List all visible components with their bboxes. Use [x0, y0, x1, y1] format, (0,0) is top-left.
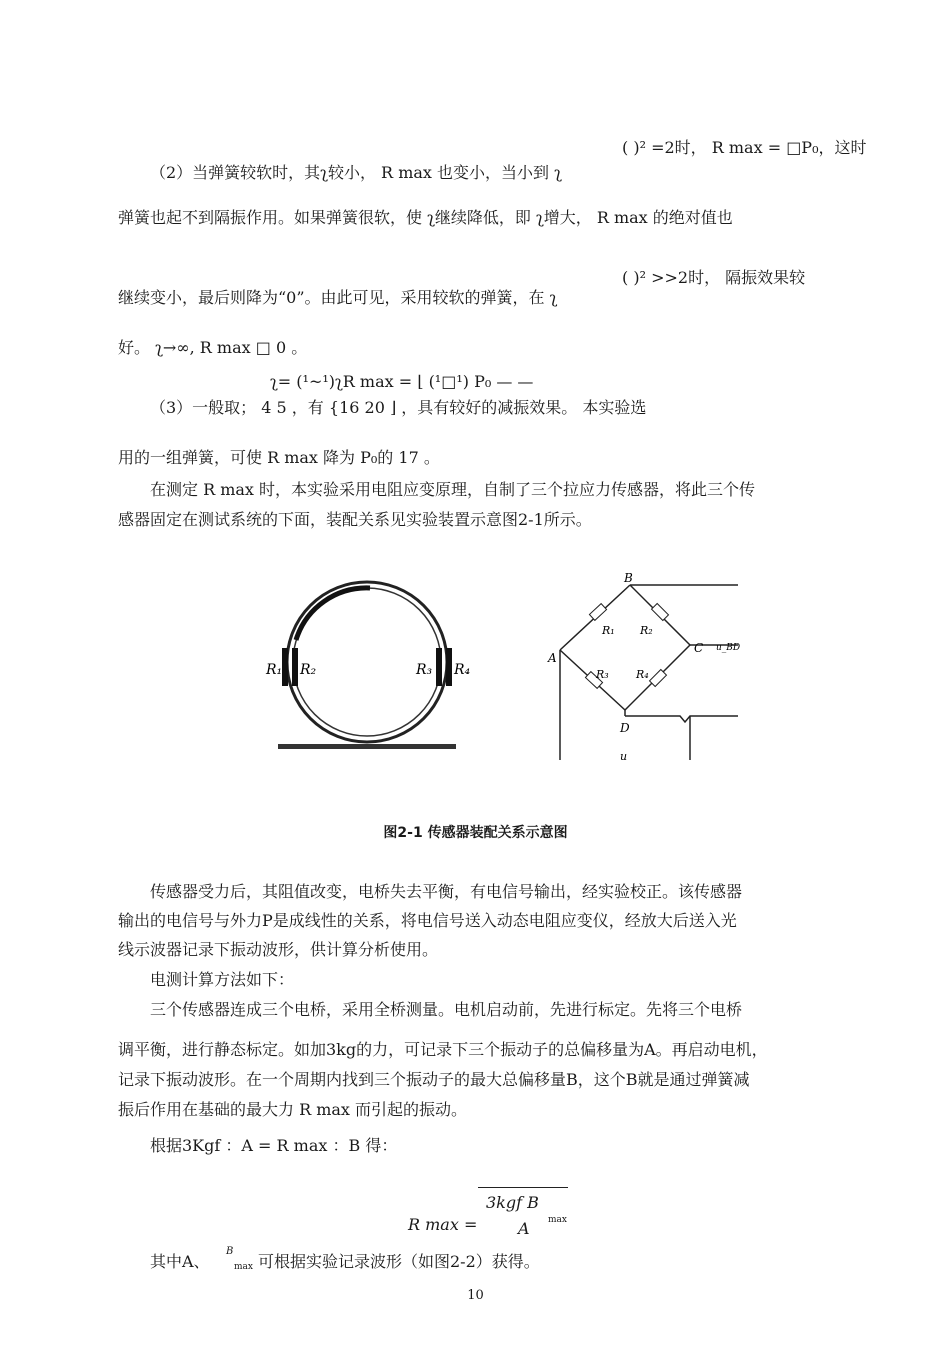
ring-sensor-figure [266, 570, 471, 760]
para2-top-right: ( )² =2时， R max = □P₀，这时 [622, 138, 867, 157]
para3-formula: ʅ= (¹~¹)ʅR max = ⌊ (¹□¹) P₀ — — [270, 372, 534, 391]
para8-sub: max [234, 1262, 253, 1272]
para3-line2: 用的一组弹簧，可使 R max 降为 P₀的 17 。 [118, 448, 440, 467]
bridge-circuit-figure [540, 570, 750, 770]
node-c-label: C [694, 641, 704, 655]
ring-label-r1: R₁ [266, 662, 283, 678]
para8-rest: 可根据实验记录波形（如图2-2）获得。 [258, 1252, 540, 1271]
para8-sup: B [226, 1246, 234, 1257]
page-number: 10 [467, 1288, 484, 1303]
output-voltage-label: u_BD [716, 643, 741, 653]
para2-line4: 好。 ʅ→∞, R max □ 0 。 [118, 338, 308, 357]
bridge-r1-label: R₁ [602, 624, 615, 637]
para7-line1: 根据3Kgf ：A = R max ：B 得： [150, 1136, 398, 1155]
para5-line1: 传感器受力后，其阻值改变，电桥失去平衡，有电信号输出，经实验校正。该传感器 [150, 882, 743, 901]
node-d-label: D [620, 721, 630, 735]
equation-denominator: A [518, 1219, 530, 1238]
para6-line4: 振后作用在基础的最大力 R max 而引起的振动。 [118, 1100, 468, 1119]
fraction-bar [478, 1187, 568, 1188]
equation-lhs: R max = [408, 1215, 478, 1234]
ring-label-r2: R₂ [300, 662, 317, 678]
node-a-label: A [548, 651, 557, 665]
para8-prefix: 其中A、 [150, 1252, 210, 1271]
bridge-r2-label: R₂ [640, 624, 653, 637]
para5-line4: 电测计算方法如下： [150, 970, 295, 989]
para2-line3: 继续变小，最后则降为“0”。由此可见，采用较软的弹簧，在 ʅ [118, 288, 558, 307]
ring-label-r4: R₄ [454, 662, 471, 678]
ring-label-r3: R₃ [416, 662, 433, 678]
node-b-label: B [624, 571, 633, 585]
para3-line1: （3）一般取； 4 5 ，有 {16 20 ⌋ ，具有较好的减振效果。 本实验选 [150, 398, 647, 417]
para5-line3: 线示波器记录下振动波形，供计算分析使用。 [118, 940, 439, 959]
bridge-r3-label: R₃ [596, 668, 609, 681]
para5-line2: 输出的电信号与外力P是成线性的关系，将电信号送入动态电阻应变仪，经放大后送入光 [118, 911, 737, 930]
para4-line1: 在测定 R max 时，本实验采用电阻应变原理，自制了三个拉应力传感器，将此三个传 [150, 480, 756, 499]
para6-line3: 记录下振动波形。在一个周期内找到三个振动子的最大总偏移量B，这个B就是通过弹簧减 [118, 1070, 750, 1089]
figure-caption: 图2-1 传感器装配关系示意图 [383, 825, 568, 841]
para4-line2: 感器固定在测试系统的下面，装配关系见实验装置示意图2-1所示。 [118, 510, 592, 529]
input-voltage-label: u [620, 750, 628, 763]
para2-line3-right: ( )² >>2时， 隔振效果较 [622, 268, 806, 287]
para2-line1: （2）当弹簧较软时，其ʅ较小， R max 也变小，当小到 ʅ [150, 163, 562, 182]
equation-subscript: max [548, 1215, 567, 1225]
para6-line2: 调平衡，进行静态标定。如加3kg的力，可记录下三个振动子的总偏移量为A。再启动电机， [118, 1040, 768, 1059]
para2-line2: 弹簧也起不到隔振作用。如果弹簧很软，使 ʅ继续降低，即 ʅ增大， R max 的绝对值也 [118, 208, 733, 227]
para6-line1: 三个传感器连成三个电桥，采用全桥测量。电机启动前，先进行标定。先将三个电桥 [150, 1000, 743, 1019]
equation-numerator: 3kgf B [486, 1193, 539, 1212]
bridge-r4-label: R₄ [636, 668, 649, 681]
